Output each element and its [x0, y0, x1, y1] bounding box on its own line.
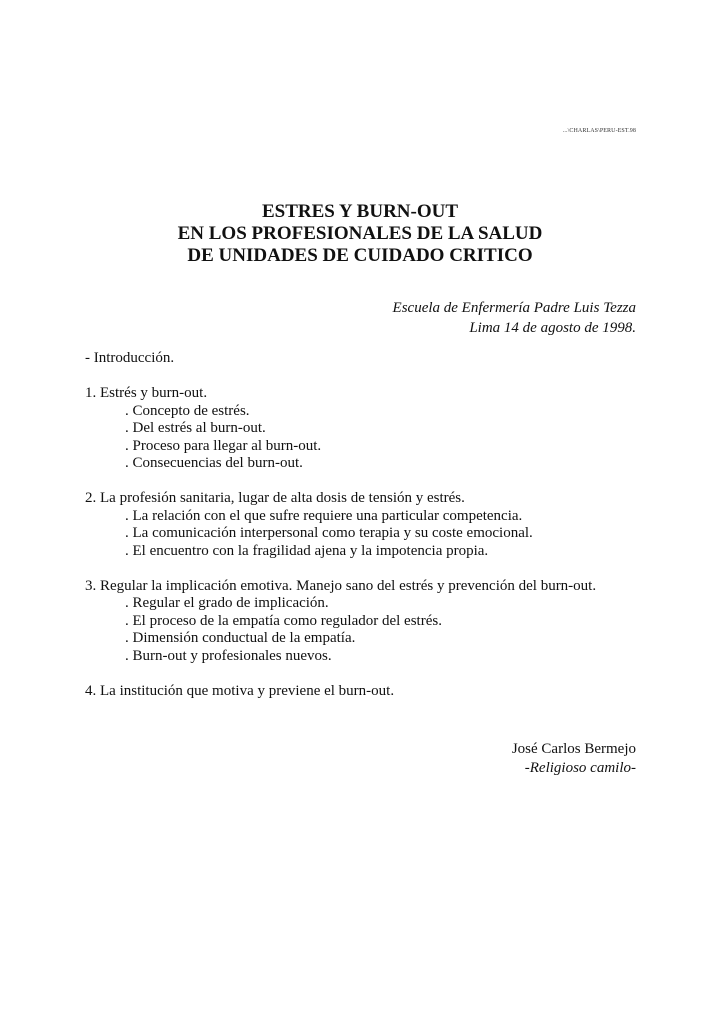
section-item: . Concepto de estrés.	[125, 402, 250, 419]
place-and-date	[393, 298, 636, 338]
section-item: . El encuentro con la fragilidad ajena y la impotencia propia.	[125, 542, 489, 559]
title-line: EN LOS PROFESIONALES DE LA SALUD	[177, 223, 543, 244]
date: Lima 14 de agosto de 1998.	[469, 320, 636, 336]
section-item: . Consecuencias del burn-out.	[125, 455, 303, 471]
section-item: . El proceso de la empatía como regulador del estrés.	[125, 612, 442, 629]
section-item: . La relación con el que sufre requiere una particular competencia.	[125, 507, 523, 524]
title-line: ESTRES Y BURN-OUT	[261, 201, 459, 222]
section-item: . Regular el grado de implicación.	[125, 595, 329, 611]
file-reference: ...\CHARLAS\PERU-EST.98	[562, 128, 636, 134]
section-item: . Del estrés al burn-out.	[125, 420, 266, 436]
institution: Escuela de Enfermería Padre Luis Tezza	[392, 300, 636, 316]
section-item: . Dimensión conductual de la empatía.	[125, 630, 356, 646]
intro-line: - Introducción.	[85, 350, 175, 366]
outline	[85, 350, 645, 700]
title-line: DE UNIDADES DE CUIDADO CRITICO	[187, 245, 533, 266]
section-heading: 1. Estrés y burn-out.	[85, 385, 208, 401]
author-name: José Carlos Bermejo	[511, 741, 636, 757]
document-title	[0, 201, 720, 267]
section-item: . La comunicación interpersonal como terapia y su coste emocional.	[125, 525, 533, 541]
section-item: . Burn-out y profesionales nuevos.	[125, 647, 332, 664]
section-heading: 3. Regular la implicación emotiva. Manejo sano del estrés y prevención del burn-out.	[85, 577, 597, 594]
section-heading: 2. La profesión sanitaria, lugar de alta dosis de tensión y estrés.	[85, 490, 465, 506]
section-heading: 4. La institución que motiva y previene el burn-out.	[85, 682, 395, 699]
section-item: . Proceso para llegar al burn-out.	[125, 437, 322, 454]
author-signature	[512, 740, 636, 778]
author-role: -Religioso camilo-	[524, 760, 636, 776]
